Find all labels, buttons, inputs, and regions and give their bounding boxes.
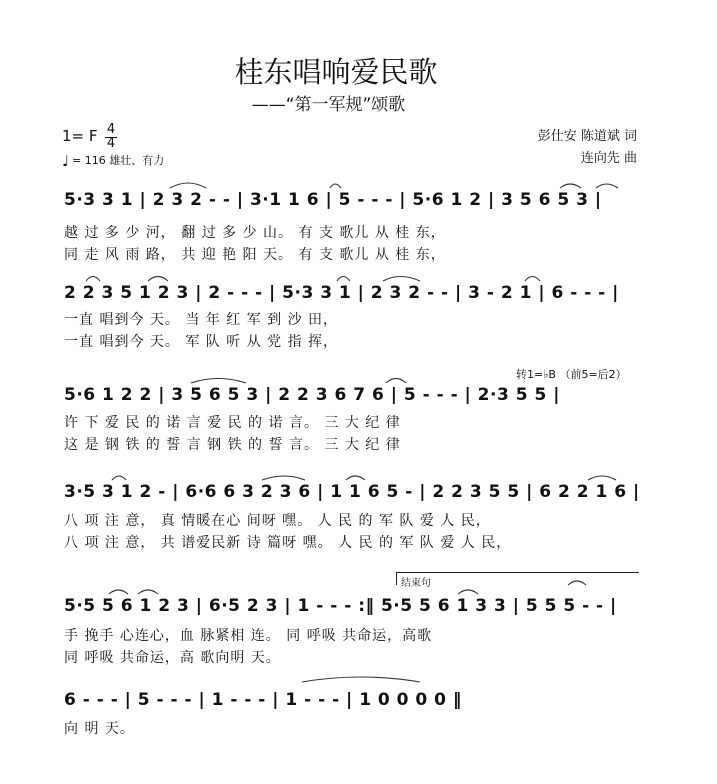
slur	[596, 184, 618, 188]
slur	[148, 277, 168, 282]
quarter-note-icon: ♩	[62, 152, 70, 170]
slur	[386, 379, 406, 384]
key-signature: 1= F	[62, 127, 98, 145]
slur	[525, 277, 540, 282]
lyric-line-3b: 这 是 钢 铁 的 誓 言 钢 铁 的 誓 言。 三 大 纪 律	[64, 437, 401, 453]
lyric-line-6: 向 明 天。	[64, 721, 135, 737]
slur	[458, 590, 478, 594]
slur	[302, 677, 420, 682]
notation-line-3: 5·6 1 2 2 | 3 5 6 5 3 | 2 2 3 6 7 6 | 5 - - - | 2·3 5 5 |	[64, 385, 560, 405]
notation-line-6: 6 - - - | 5 - - - | 1 - - - | 1 - - - | 1 0 0 0 0 ‖	[64, 690, 462, 710]
notation-line-2: 2 2 3 5 1 2 3 | 2 - - - | 5·3 3 1 | 2 3 2 - - | 3 - 2 1 | 6 - - - |	[64, 283, 619, 303]
lyricists: 彭仕安 陈道斌 词	[537, 129, 637, 144]
slur	[337, 277, 350, 282]
tempo-marking	[62, 150, 164, 168]
slur	[86, 277, 100, 282]
time-sig-bottom: 4	[106, 136, 116, 151]
slur	[383, 277, 420, 282]
lyric-line-4b: 八 项 注 意， 共 谱爱民新 诗 篇呀 嘿。 人 民 的 军 队 爱 人 民，	[64, 535, 512, 551]
lyric-line-5a: 手 挽手 心连心，血 脉紧相 连。 同 呼吸 共命运，高歌	[64, 628, 433, 644]
song-title: 桂东唱响爱民歌	[234, 55, 438, 89]
song-subtitle: ——“第一军规”颂歌	[251, 95, 406, 115]
slur	[191, 379, 246, 384]
time-sig-top: 4	[106, 122, 116, 137]
slur	[330, 184, 341, 188]
tempo-text: = 116 雄壮、有力	[72, 154, 165, 167]
lyric-line-3a: 许 下 爱 民 的 诺 言 爱 民 的 诺 言。 三 大 纪 律	[64, 415, 401, 431]
lyric-line-4a: 八 项 注 意， 真 情暖在心 间呀 嘿。 人 民 的 军 队 爱 人 民，	[64, 513, 491, 529]
ending-bracket	[396, 572, 639, 589]
slur	[560, 184, 581, 188]
ending-label: 结束句	[401, 578, 431, 589]
slur	[138, 590, 158, 594]
time-signature	[104, 124, 118, 150]
lyric-line-5b: 同 呼吸 共命运，高 歌向明 天。	[64, 650, 281, 666]
slur	[262, 476, 305, 480]
modulation-marking: 转1=♭B （前5=后2）	[516, 368, 627, 381]
lyric-line-2a: 一直 唱到今 天。 当 年 红 军 到 沙 田，	[64, 312, 339, 328]
lyric-line-1b: 同 走 风 雨 路， 共 迎 艳 阳 天。 有 支 歌儿 从 桂 东，	[64, 247, 446, 263]
slur	[588, 476, 616, 480]
lyric-line-1a: 越 过 多 少 河， 翻 过 多 少 山。 有 支 歌儿 从 桂 东，	[64, 225, 446, 241]
slur	[112, 476, 126, 480]
composer: 连向先 曲	[580, 151, 637, 166]
slur	[109, 590, 128, 594]
lyric-line-2b: 一直 唱到今 天。 军 队 听 从 党 指 挥，	[64, 334, 339, 350]
slur	[170, 183, 206, 188]
notation-line-5: 5·5 5 6 1 2 3 | 6·5 2 3 | 1 - - - :‖ 5·5 5 6 1 3 3 | 5 5 5 - - |	[64, 596, 617, 616]
notation-line-4: 3·5 3 1 2 - | 6·6 6 3 2 3 6 | 1 1 6 5 - | 2 2 3 5 5 | 6 2 2 1 6 |	[64, 482, 640, 502]
notation-line-1: 5·3 3 1 | 2 3 2 - - | 3·1 1 6 | 5 - - - | 5·6 1 2 | 3 5 6 5 3 |	[64, 190, 602, 210]
slur	[346, 476, 365, 480]
